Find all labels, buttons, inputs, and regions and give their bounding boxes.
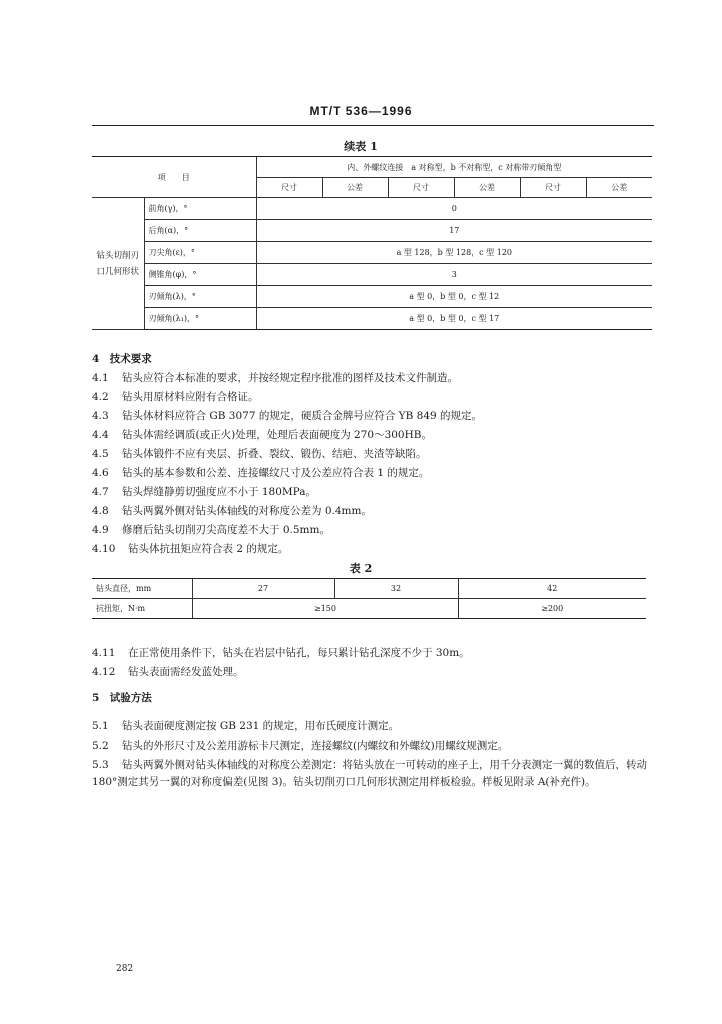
table1-row-group-label: 钻头切削刃口几何形状 xyxy=(92,198,144,330)
section5-title: 5 试验方法 xyxy=(92,692,152,704)
table-row xyxy=(92,579,646,599)
table2-torque-value: ≥150 xyxy=(192,599,458,619)
table2-diameter-value: 42 xyxy=(458,579,646,599)
clause-text: 钻头焊缝静剪切强度应不小于 180MPa。 xyxy=(122,486,316,498)
clause-number: 4.6 xyxy=(92,467,109,479)
clause-5-1 xyxy=(92,718,399,733)
table1-row-value: a 型 0，b 型 0，c 型 12 xyxy=(256,286,652,308)
table-row xyxy=(92,264,652,286)
clause-4-4 xyxy=(92,427,432,442)
page-number: 282 xyxy=(116,964,134,974)
standard-code-header: MT/T 536—1996 xyxy=(309,104,413,118)
clause-5-3 xyxy=(92,757,654,791)
clause-number: 4.3 xyxy=(92,410,109,422)
table2 xyxy=(92,578,646,619)
clause-text: 钻头的基本参数和公差、连接螺纹尺寸及公差应符合表 1 的规定。 xyxy=(122,467,430,479)
clause-number: 4.11 xyxy=(92,647,116,659)
table2-caption: 表 2 xyxy=(349,562,373,575)
table-row xyxy=(92,220,652,242)
clause-4-11 xyxy=(92,645,470,660)
table1-subheader: 尺寸 xyxy=(388,178,454,198)
clause-number: 4.7 xyxy=(92,486,109,498)
table1-subheader: 尺寸 xyxy=(256,178,322,198)
table1-row-value: 17 xyxy=(256,220,652,242)
clause-text: 钻头体锻件不应有夹层、折叠、裂纹、锻伤、结疤、夹渣等缺陷。 xyxy=(122,448,427,460)
table1-subheader: 公差 xyxy=(322,178,388,198)
clause-number: 4.8 xyxy=(92,505,109,517)
table1 xyxy=(92,156,652,330)
clause-number: 5.1 xyxy=(92,720,109,732)
clause-text: 钻头体抗扭矩应符合表 2 的规定。 xyxy=(128,543,289,555)
table-row xyxy=(92,286,652,308)
clause-text: 钻头的外形尺寸及公差用游标卡尺测定，连接螺纹(内螺纹和外螺纹)用螺纹规测定。 xyxy=(122,740,509,752)
clause-text: 钻头应符合本标准的要求，并按经规定程序批准的图样及技术文件制造。 xyxy=(122,372,458,384)
clause-number: 5.3 xyxy=(92,759,109,771)
clause-text: 钻头两翼外侧对钻头体轴线的对称度公差测定：将钻头放在一可转动的座子上，用千分表测定一翼的数值后，转动 180°测定其另一翼的对称度偏差(见图 3)。钻头切削刃口几何形状测定用样板检验。样板见附录 A(补充件)。 xyxy=(92,759,647,788)
table1-row-name: 刀尖角(ε)，° xyxy=(144,242,256,264)
clause-number: 4.5 xyxy=(92,448,109,460)
clause-4-9 xyxy=(92,522,330,537)
table-row xyxy=(92,308,652,330)
clause-4-1 xyxy=(92,370,458,385)
clause-text: 钻头两翼外侧对钻头体轴线的对称度公差为 0.4mm。 xyxy=(122,505,372,517)
clause-number: 4.4 xyxy=(92,429,109,441)
table1-caption: 续表 1 xyxy=(344,140,378,153)
table1-row-value: 0 xyxy=(256,198,652,220)
clause-text: 钻头表面硬度测定按 GB 231 的规定，用布氏硬度计测定。 xyxy=(122,720,400,732)
table2-diameter-label: 钻头直径，mm xyxy=(92,579,192,599)
clause-4-2 xyxy=(92,389,259,404)
clause-text: 钻头用原材料应附有合格证。 xyxy=(122,391,259,403)
table-row xyxy=(92,599,646,619)
clause-4-5 xyxy=(92,446,427,461)
clause-number: 5.2 xyxy=(92,740,109,752)
table1-row-value: a 型 0，b 型 0，c 型 17 xyxy=(256,308,652,330)
clause-4-3 xyxy=(92,408,482,423)
clause-number: 4.2 xyxy=(92,391,109,403)
table2-diameter-value: 32 xyxy=(334,579,458,599)
table1-group-header: 内、外螺纹连接 a 对称型，b 不对称型，c 对称带刃倾角型 xyxy=(256,157,652,178)
clause-4-7 xyxy=(92,484,316,499)
clause-text: 修磨后钻头切削刃尖高度差不大于 0.5mm。 xyxy=(122,524,330,536)
clause-text: 钻头体材料应符合 GB 3077 的规定，硬质合金牌号应符合 YB 849 的规定。 xyxy=(122,410,483,422)
clause-number: 4.9 xyxy=(92,524,109,536)
table1-row-name: 刃倾角(λ)，° xyxy=(144,286,256,308)
clause-number: 4.12 xyxy=(92,666,116,678)
table1-row-value: 3 xyxy=(256,264,652,286)
table-row xyxy=(92,198,652,220)
clause-5-2 xyxy=(92,738,508,753)
table2-diameter-value: 27 xyxy=(192,579,334,599)
table1-row-name: 后角(α)，° xyxy=(144,220,256,242)
table1-subheader: 尺寸 xyxy=(520,178,586,198)
table1-row-name: 前角(γ)，° xyxy=(144,198,256,220)
table1-item-header: 项 目 xyxy=(92,157,256,198)
header-rule xyxy=(92,125,654,126)
section4-title: 4 技术要求 xyxy=(92,353,152,365)
clause-4-12 xyxy=(92,664,244,679)
clause-number: 4.1 xyxy=(92,372,109,384)
clause-text: 在正常使用条件下，钻头在岩层中钻孔，每只累计钻孔深度不少于 30m。 xyxy=(128,647,470,659)
table1-subheader: 公差 xyxy=(454,178,520,198)
clause-text: 钻头体需经调质(或正火)处理，处理后表面硬度为 270～300HB。 xyxy=(122,429,432,441)
clause-4-6 xyxy=(92,465,429,480)
clause-number: 4.10 xyxy=(92,543,116,555)
table2-torque-label: 抗扭矩，N·m xyxy=(92,599,192,619)
clause-text: 钻头表面需经发蓝处理。 xyxy=(128,666,244,678)
clause-4-10 xyxy=(92,541,288,556)
table-row xyxy=(92,242,652,264)
table2-torque-value: ≥200 xyxy=(458,599,646,619)
table1-row-value: a 型 128，b 型 128，c 型 120 xyxy=(256,242,652,264)
table1-row-name: 刃倾角(λ₁)，° xyxy=(144,308,256,330)
clause-4-8 xyxy=(92,503,372,518)
table1-row-name: 侧锥角(φ)，° xyxy=(144,264,256,286)
table1-subheader: 公差 xyxy=(586,178,652,198)
